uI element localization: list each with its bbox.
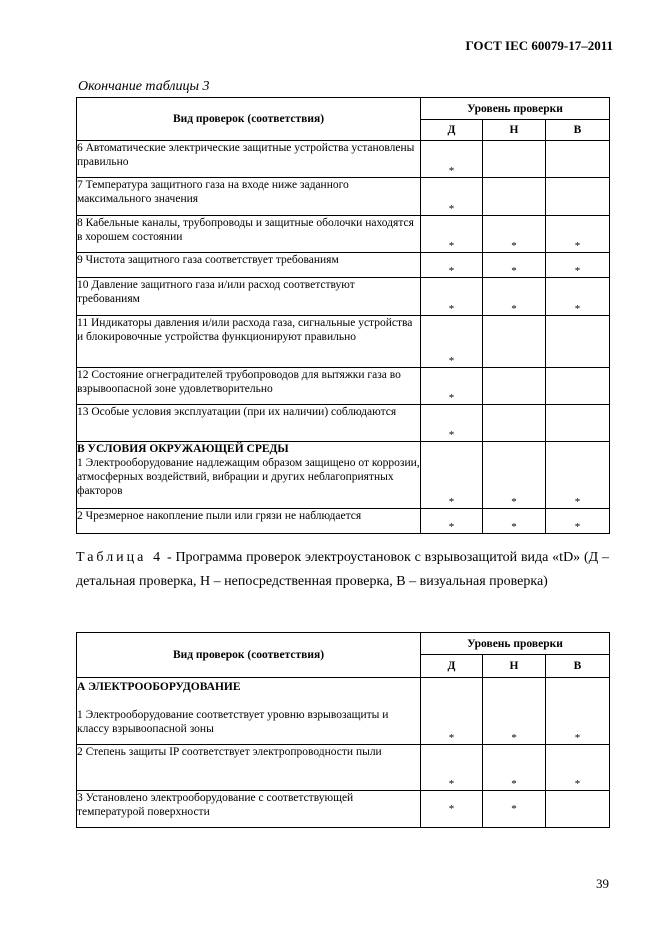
table-row: [77, 278, 610, 316]
table4-caption: [76, 546, 609, 594]
table-row: [77, 178, 610, 216]
table-row: [77, 405, 610, 442]
table4-level-v: В: [546, 655, 610, 678]
table-row: [77, 253, 610, 278]
table4-col-level-header: Уровень проверки: [421, 633, 610, 655]
row-text: 2 Чрезмерное накопление пыли или грязи не наблюдается: [77, 509, 421, 534]
table3-level-v: В: [546, 120, 610, 141]
mark-d: *: [421, 509, 483, 534]
mark-v: *: [546, 745, 610, 791]
mark-n: *: [483, 442, 546, 509]
mark-n: [483, 141, 546, 178]
mark-n: *: [483, 253, 546, 278]
mark-d: *: [421, 791, 483, 828]
table3-col-type-header: Вид проверок (соответствия): [77, 98, 421, 141]
mark-n: *: [483, 509, 546, 534]
row-text: 2 Степень защиты IP соответствует электропроводности пыли: [77, 745, 421, 791]
table4-col-type-header: Вид проверок (соответствия): [77, 633, 421, 678]
row-text: 10 Давление защитного газа и/или расход соответствуют требованиям: [77, 278, 421, 316]
mark-v: *: [546, 278, 610, 316]
row-text: 1 Электрооборудование соответствует уровню взрывозащиты и классу взрывоопасной зоны: [77, 709, 389, 735]
mark-v: *: [546, 442, 610, 509]
mark-v: *: [546, 216, 610, 253]
table-row: [77, 791, 610, 828]
document-header: ГОСТ IEC 60079-17–2011: [465, 38, 613, 53]
table-row: [77, 745, 610, 791]
mark-v: [546, 316, 610, 368]
row-text: 1 Электрооборудование надлежащим образом защищено от коррозии, атмосферных воздействий, вибрации и других неблагоприятных факторов: [77, 457, 420, 497]
mark-v: [546, 178, 610, 216]
mark-d: *: [421, 216, 483, 253]
table4-level-n: Н: [483, 655, 546, 678]
table-row: [77, 678, 610, 745]
mark-n: [483, 368, 546, 405]
table-row: [77, 216, 610, 253]
table4: [76, 632, 610, 828]
mark-d: *: [421, 278, 483, 316]
mark-v: [546, 791, 610, 828]
table4-level-d: Д: [421, 655, 483, 678]
mark-v: *: [546, 678, 610, 745]
table-row: [77, 141, 610, 178]
mark-n: *: [483, 791, 546, 828]
mark-n: [483, 405, 546, 442]
mark-n: [483, 178, 546, 216]
mark-d: *: [421, 253, 483, 278]
table3-caption: Окончание таблицы 3: [78, 79, 210, 94]
table4-caption-label: Таблица 4: [76, 550, 164, 565]
mark-n: *: [483, 278, 546, 316]
page-number: 39: [596, 876, 609, 891]
mark-d: *: [421, 178, 483, 216]
mark-d: *: [421, 745, 483, 791]
row-text: 3 Установлено электрооборудование с соответствующей температурой поверхности: [77, 791, 421, 828]
table-row: [77, 368, 610, 405]
row-text: 9 Чистота защитного газа соответствует требованиям: [77, 253, 421, 278]
row-text: 6 Автоматические электрические защитные устройства установлены правильно: [77, 141, 421, 178]
mark-n: [483, 316, 546, 368]
section-env-heading: В УСЛОВИЯ ОКРУЖАЮЩЕЙ СРЕДЫ: [77, 443, 289, 455]
row-text: 8 Кабельные каналы, трубопроводы и защитные оболочки находятся в хорошем состоянии: [77, 216, 421, 253]
row-text: 12 Состояние огнеградителей трубопроводов для вытяжки газа во взрывоопасной зоне удовлетворительно: [77, 368, 421, 405]
row-text: 7 Температура защитного газа на входе ниже заданного максимального значения: [77, 178, 421, 216]
section-a-heading: А ЭЛЕКТРООБОРУДОВАНИЕ: [77, 681, 241, 693]
mark-v: [546, 368, 610, 405]
row-text: 13 Особые условия эксплуатации (при их наличии) соблюдаются: [77, 405, 421, 442]
mark-v: *: [546, 253, 610, 278]
table-row: [77, 442, 610, 509]
mark-v: [546, 405, 610, 442]
mark-d: *: [421, 442, 483, 509]
table3-level-n: Н: [483, 120, 546, 141]
mark-d: *: [421, 316, 483, 368]
section-a-cell: [77, 678, 421, 745]
mark-n: *: [483, 745, 546, 791]
mark-n: *: [483, 678, 546, 745]
table3-col-level-header: Уровень проверки: [421, 98, 610, 120]
table-row: [77, 316, 610, 368]
mark-d: *: [421, 678, 483, 745]
table-row: [77, 509, 610, 534]
mark-n: *: [483, 216, 546, 253]
mark-v: *: [546, 509, 610, 534]
mark-d: *: [421, 405, 483, 442]
mark-v: [546, 141, 610, 178]
section-env-cell: [77, 442, 421, 509]
table3: [76, 97, 610, 534]
table4-caption-text: - Программа проверок электроустановок с взрывозащитой вида «tD» (Д – детальная проверка, Н – непосредственная проверка, В – визуальная проверка): [76, 550, 609, 589]
row-text: 11 Индикаторы давления и/или расхода газа, сигнальные устройства и блокировочные устройства функционируют правильно: [77, 316, 421, 368]
mark-d: *: [421, 141, 483, 178]
table3-level-d: Д: [421, 120, 483, 141]
mark-d: *: [421, 368, 483, 405]
